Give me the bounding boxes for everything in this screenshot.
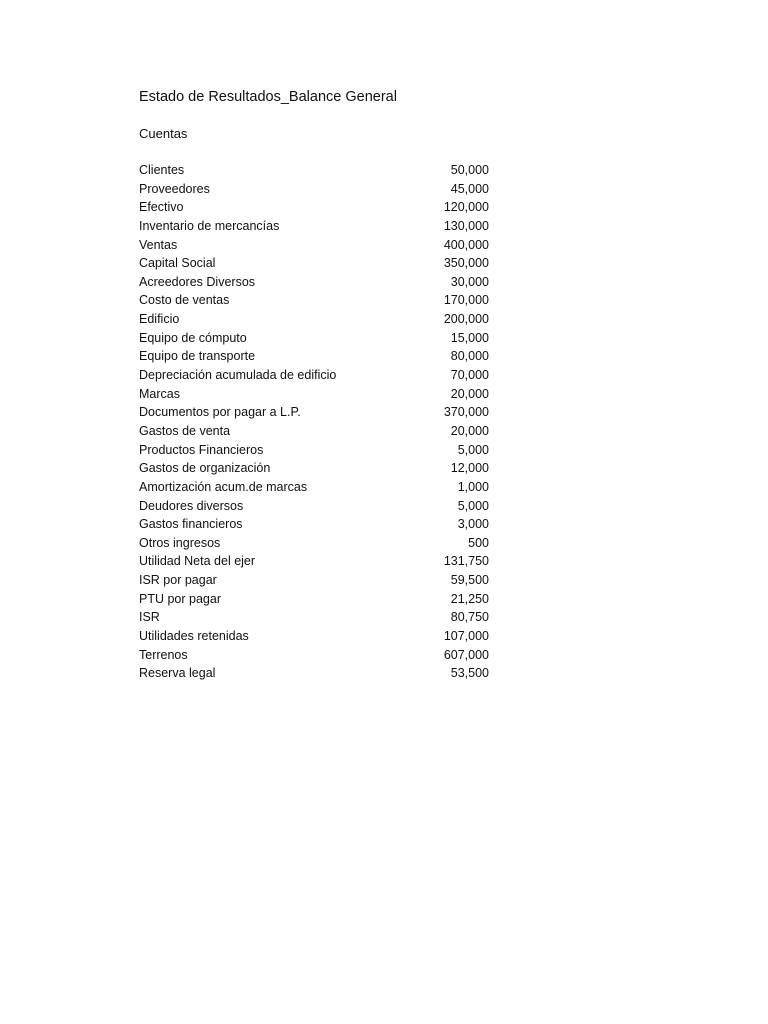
account-amount: 400,000 <box>443 237 489 252</box>
account-row <box>139 515 489 534</box>
account-amount: 350,000 <box>443 256 489 271</box>
account-row <box>139 291 489 310</box>
account-row <box>139 478 489 497</box>
account-name: Reserva legal <box>139 666 216 681</box>
account-row <box>139 534 489 553</box>
account-amount: 170,000 <box>443 293 489 308</box>
account-amount: 59,500 <box>450 573 489 588</box>
account-amount: 45,000 <box>450 181 489 196</box>
account-amount: 15,000 <box>450 330 489 345</box>
account-row <box>139 347 489 366</box>
account-name: Gastos de organización <box>139 461 271 476</box>
account-name: Marcas <box>139 386 180 401</box>
account-amount: 5,000 <box>457 442 489 457</box>
account-row <box>139 310 489 329</box>
account-row <box>139 366 489 385</box>
account-row <box>139 236 489 255</box>
account-amount: 80,000 <box>450 349 489 364</box>
account-row <box>139 180 489 199</box>
document-sheet <box>139 87 499 683</box>
account-row <box>139 385 489 404</box>
account-amount: 20,000 <box>450 423 489 438</box>
account-amount: 607,000 <box>443 647 489 662</box>
account-name: Clientes <box>139 163 185 177</box>
account-row <box>139 403 489 422</box>
account-row <box>139 273 489 292</box>
account-name: Inventario de mercancías <box>139 218 280 233</box>
account-row <box>139 459 489 478</box>
account-row <box>139 627 489 646</box>
account-amount: 3,000 <box>457 517 489 532</box>
account-name: Documentos por pagar a L.P. <box>139 405 301 420</box>
account-amount: 200,000 <box>443 312 489 327</box>
account-amount: 120,000 <box>443 200 489 215</box>
account-name: Edificio <box>139 312 180 327</box>
accounts-list <box>139 161 499 683</box>
account-name: Amortización acum.de marcas <box>139 479 308 494</box>
account-amount: 12,000 <box>450 461 489 476</box>
account-amount: 1,000 <box>457 479 489 494</box>
account-name: Gastos de venta <box>139 423 231 438</box>
account-amount: 21,250 <box>450 591 489 606</box>
account-amount: 80,750 <box>450 610 489 625</box>
section-header-cuentas: Cuentas <box>139 126 188 141</box>
account-name: PTU por pagar <box>139 591 221 606</box>
account-name: Gastos financieros <box>139 517 243 532</box>
account-name: Depreciación acumulada de edificio <box>139 368 337 383</box>
account-name: ISR por pagar <box>139 573 217 588</box>
account-amount: 5,000 <box>457 498 489 513</box>
account-name: Productos Financieros <box>139 442 264 457</box>
account-amount: 50,000 <box>450 163 489 177</box>
account-name: Costo de ventas <box>139 293 230 308</box>
account-row <box>139 441 489 460</box>
account-amount: 130,000 <box>443 218 489 233</box>
account-row <box>139 422 489 441</box>
account-row <box>139 254 489 273</box>
account-name: ISR <box>139 610 160 625</box>
account-row <box>139 497 489 516</box>
account-name: Utilidad Neta del ejer <box>139 554 256 569</box>
account-row <box>139 329 489 348</box>
account-name: Acreedores Diversos <box>139 274 256 289</box>
account-name: Equipo de transporte <box>139 349 256 364</box>
account-name: Proveedores <box>139 181 210 196</box>
account-amount: 70,000 <box>450 368 489 383</box>
account-row <box>139 590 489 609</box>
account-amount: 30,000 <box>450 274 489 289</box>
account-amount: 107,000 <box>443 629 489 644</box>
account-row <box>139 161 489 180</box>
account-name: Utilidades retenidas <box>139 629 249 644</box>
account-row <box>139 608 489 627</box>
account-name: Efectivo <box>139 200 184 215</box>
account-name: Otros ingresos <box>139 535 221 550</box>
account-row <box>139 198 489 217</box>
account-row <box>139 664 489 683</box>
account-row <box>139 217 489 236</box>
account-name: Equipo de cómputo <box>139 330 247 345</box>
account-row <box>139 646 489 665</box>
account-name: Deudores diversos <box>139 498 244 513</box>
account-row <box>139 571 489 590</box>
document-title: Estado de Resultados_Balance General <box>139 89 397 105</box>
account-amount: 131,750 <box>443 554 489 569</box>
account-row <box>139 552 489 571</box>
account-amount: 53,500 <box>450 666 489 681</box>
account-name: Terrenos <box>139 647 188 662</box>
account-amount: 500 <box>468 535 489 550</box>
account-name: Capital Social <box>139 256 216 271</box>
account-amount: 370,000 <box>443 405 489 420</box>
account-name: Ventas <box>139 237 178 252</box>
account-amount: 20,000 <box>450 386 489 401</box>
